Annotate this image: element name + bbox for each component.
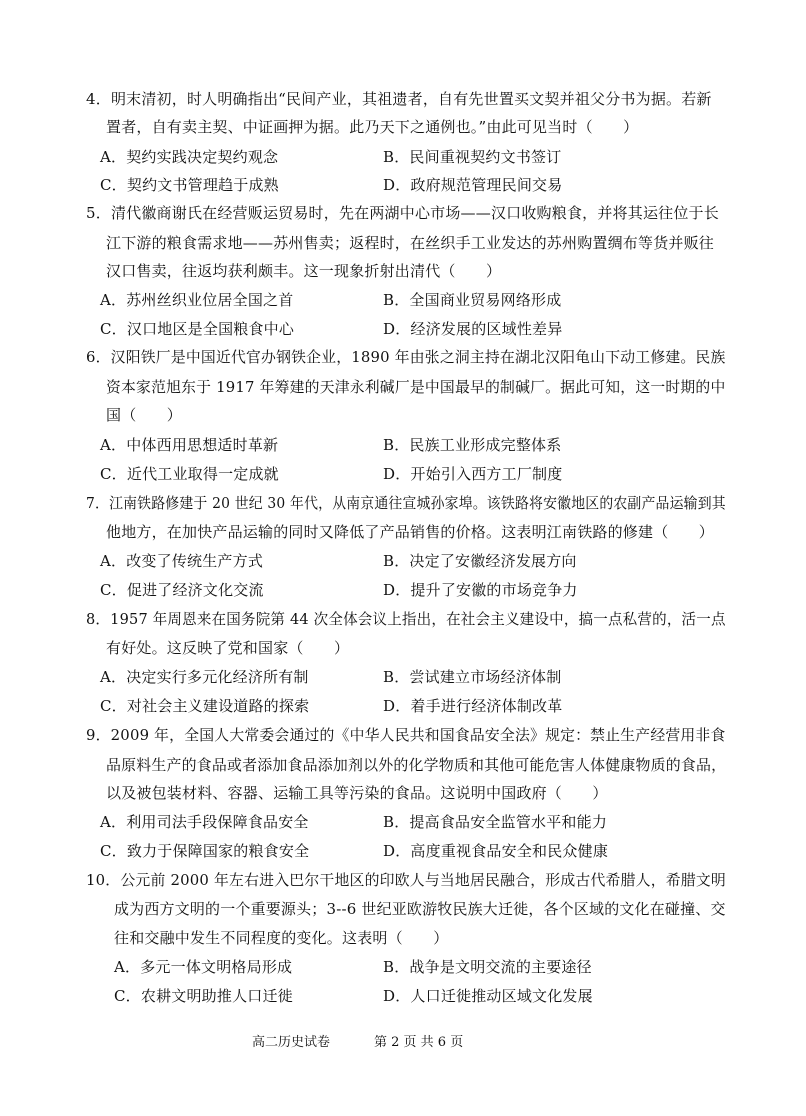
question-10-option-b: B．战争是文明交流的主要途径 <box>383 958 592 976</box>
question-10-option-d: D．人口迁徙推动区域文化发展 <box>383 987 593 1005</box>
question-9-line-3: 以及被包装材料、容器、运输工具等污染的食品。这说明中国政府（ ） <box>106 784 608 802</box>
question-5-line-1: 5．清代徽商谢氏在经营贩运贸易时，先在两湖中心市场——汉口收购粮食，并将其运往位于长 <box>86 204 719 222</box>
question-6-line-3: 国（ ） <box>106 406 183 424</box>
question-8-option-a: A．决定实行多元化经济所有制 <box>100 668 309 686</box>
question-5-line-2: 江下游的粮食需求地——苏州售卖；返程时，在丝织手工业发达的苏州购置绸布等货并贩往 <box>106 234 715 252</box>
question-4-option-b: B．民间重视契约文书签订 <box>383 148 562 166</box>
question-9-line-2: 品原料生产的食品或者添加食品添加剂以外的化学物质和其他可能危害人体健康物质的食品， <box>106 756 727 774</box>
question-9-option-c: C．致力于保障国家的粮食安全 <box>100 842 310 860</box>
question-5-option-c: C．汉口地区是全国粮食中心 <box>100 320 295 338</box>
question-7-line-1: 7．江南铁路修建于 20 世纪 30 年代，从南京通往宣城孙家埠。该铁路将安徽地区的农副产品运输到其 <box>86 494 726 512</box>
question-5-option-d: D．经济发展的区域性差异 <box>383 320 563 338</box>
question-6-option-a: A．中体西用思想适时革新 <box>100 436 279 454</box>
footer-page-info: 第 2 页 共 6 页 <box>374 1035 464 1050</box>
question-10-line-2: 成为西方文明的一个重要源头；3--6 世纪亚欧游牧民族大迁徙，各个区域的文化在碰撞、交 <box>114 900 726 918</box>
question-5-option-b: B．全国商业贸易网络形成 <box>383 291 562 309</box>
question-10-option-c: C．农耕文明助推人口迁徙 <box>114 987 293 1005</box>
question-5-option-a: A．苏州丝织业位居全国之首 <box>100 291 294 309</box>
question-4-option-c: C．契约文书管理趋于成熟 <box>100 176 279 194</box>
question-6-option-c: C．近代工业取得一定成就 <box>100 465 279 483</box>
question-8-option-b: B．尝试建立市场经济体制 <box>383 668 562 686</box>
question-10-option-a: A．多元一体文明格局形成 <box>114 958 293 976</box>
question-9-line-1: 9．2009 年，全国人大常委会通过的《中华人民共和国食品安全法》规定：禁止生产经营用非食 <box>86 726 726 744</box>
question-8-line-1: 8．1957 年周恩来在国务院第 44 次全体会议上指出，在社会主义建设中，搞一点私营的，活一点 <box>86 610 726 628</box>
question-4-line-2: 置者，自有卖主契、中证画押为据。此乃天下之通例也。”由此可见当时（ ） <box>106 118 639 136</box>
question-7-option-a: A．改变了传统生产方式 <box>100 552 264 570</box>
question-10-line-1: 10．公元前 2000 年左右进入巴尔干地区的印欧人与当地居民融合，形成古代希腊人，希腊文明 <box>86 871 727 889</box>
question-5-line-3: 汉口售卖，往返均获利颇丰。这一现象折射出清代（ ） <box>106 262 502 280</box>
question-6-option-b: B．民族工业形成完整体系 <box>383 436 562 454</box>
question-6-option-d: D．开始引入西方工厂制度 <box>383 465 563 483</box>
footer-exam-name: 高二历史试卷 <box>252 1035 331 1050</box>
question-9-option-d: D．高度重视食品安全和民众健康 <box>383 842 609 860</box>
question-6-line-1: 6．汉阳铁厂是中国近代官办钢铁企业，1890 年由张之洞主持在湖北汉阳龟山下动工修建。民族 <box>86 348 726 366</box>
question-10-line-3: 往和交融中发生不同程度的变化。这表明（ ） <box>114 929 449 947</box>
question-9-option-a: A．利用司法手段保障食品安全 <box>100 813 309 831</box>
question-4-line-1: 4．明末清初，时人明确指出“民间产业，其祖遗者，自有先世置买文契并祖父分书为据。若新 <box>86 90 712 108</box>
question-8-option-c: C．对社会主义建设道路的探索 <box>100 697 310 715</box>
question-6-line-2: 资本家范旭东于 1917 年筹建的天津永利碱厂是中国最早的制碱厂。据此可知，这一时期的中 <box>106 378 726 396</box>
question-7-line-2: 他地方，在加快产品运输的同时又降低了产品销售的价格。这表明江南铁路的修建（ ） <box>106 523 715 541</box>
question-8-option-d: D．着手进行经济体制改革 <box>383 697 563 715</box>
question-4-option-a: A．契约实践决定契约观念 <box>100 148 279 166</box>
question-8-line-2: 有好处。这反映了党和国家（ ） <box>106 639 350 657</box>
question-7-option-c: C．促进了经济文化交流 <box>100 581 264 599</box>
question-7-option-b: B．决定了安徽经济发展方向 <box>383 552 577 570</box>
question-4-option-d: D．政府规范管理民间交易 <box>383 176 563 194</box>
question-7-option-d: D．提升了安徽的市场竞争力 <box>383 581 578 599</box>
question-9-option-b: B．提高食品安全监管水平和能力 <box>383 813 608 831</box>
